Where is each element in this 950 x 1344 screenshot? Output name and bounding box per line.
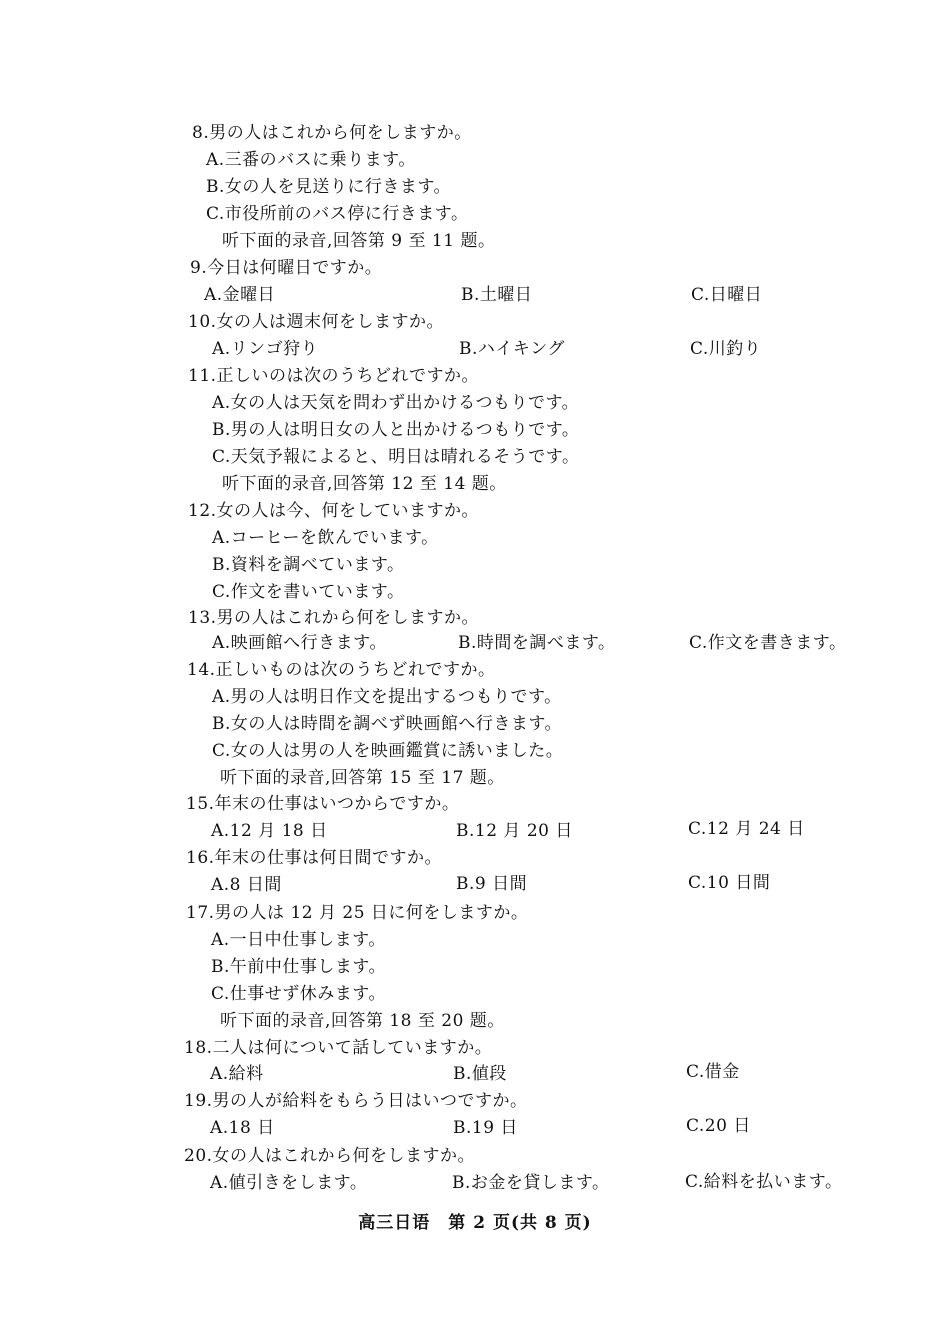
question-20-option-b: B.お金を貸します。 (452, 1173, 610, 1193)
question-14-option-a: A.男の人は明日作文を提出するつもりです。 (212, 687, 562, 707)
question-12-option-b: B.資料を調べています。 (212, 555, 405, 575)
question-14-option-b: B.女の人は時間を調べず映画館へ行きます。 (212, 714, 563, 734)
question-11-option-b: B.男の人は明日女の人と出かけるつもりです。 (212, 420, 580, 440)
question-13-stem: 13.男の人はこれから何をしますか。 (188, 608, 480, 628)
instruction-15-17: 听下面的录音,回答第 15 至 17 题。 (220, 768, 505, 788)
question-13-option-b: B.時間を調べます。 (458, 633, 616, 653)
question-19-stem: 19.男の人が給料をもらう日はいつですか。 (184, 1091, 528, 1111)
question-9-option-a: A.金曜日 (204, 285, 276, 305)
question-8-option-c: C.市役所前のバス停に行きます。 (206, 204, 469, 224)
question-14-stem: 14.正しいものは次のうちどれですか。 (187, 660, 496, 680)
question-20-option-c: C.給料を払います。 (685, 1172, 843, 1192)
page-footer: 高三日语 第 2 页(共 8 页) (358, 1213, 592, 1233)
question-9-stem: 9.今日は何曜日ですか。 (190, 258, 383, 278)
question-10-option-c: C.川釣り (690, 339, 762, 359)
question-9-option-b: B.土曜日 (461, 285, 533, 305)
question-20-stem: 20.女の人はこれから何をしますか。 (184, 1146, 476, 1166)
question-20-option-a: A.値引きをします。 (210, 1173, 368, 1193)
question-16-stem: 16.年末の仕事は何日間ですか。 (186, 848, 443, 868)
question-15-option-c: C.12 月 24 日 (688, 819, 805, 839)
question-13-option-c: C.作文を書きます。 (689, 633, 847, 653)
question-11-option-a: A.女の人は天気を問わず出かけるつもりです。 (212, 393, 580, 413)
question-11-option-c: C.天気予報によると、明日は晴れるそうです。 (212, 447, 580, 467)
question-17-stem: 17.男の人は 12 月 25 日に何をしますか。 (186, 903, 529, 923)
question-14-option-c: C.女の人は男の人を映画鑑賞に誘いました。 (212, 741, 564, 761)
question-12-stem: 12.女の人は今、何をしていますか。 (188, 501, 480, 521)
instruction-18-20: 听下面的录音,回答第 18 至 20 题。 (220, 1011, 505, 1031)
question-10-option-b: B.ハイキング (459, 339, 565, 359)
question-16-option-a: A.8 日間 (211, 875, 282, 895)
question-15-option-b: B.12 月 20 日 (456, 821, 573, 841)
question-15-option-a: A.12 月 18 日 (211, 821, 328, 841)
question-18-option-c: C.借金 (686, 1062, 740, 1082)
question-16-option-b: B.9 日間 (456, 874, 528, 894)
question-8-option-b: B.女の人を見送りに行きます。 (206, 177, 452, 197)
question-10-option-a: A.リンゴ狩り (212, 339, 319, 359)
question-19-option-b: B.19 日 (453, 1118, 518, 1138)
question-15-stem: 15.年末の仕事はいつからですか。 (186, 794, 460, 814)
question-19-option-c: C.20 日 (686, 1116, 751, 1136)
instruction-12-14: 听下面的录音,回答第 12 至 14 题。 (222, 474, 507, 494)
question-19-option-a: A.18 日 (210, 1118, 275, 1138)
question-8-stem: 8.男の人はこれから何をしますか。 (192, 123, 472, 143)
question-10-stem: 10.女の人は週末何をしますか。 (188, 312, 445, 332)
question-17-option-a: A.一日中仕事します。 (211, 930, 386, 950)
question-18-option-b: B.値段 (453, 1064, 507, 1084)
question-16-option-c: C.10 日間 (688, 873, 771, 893)
question-17-option-b: B.午前中仕事します。 (211, 957, 387, 977)
question-11-stem: 11.正しいのは次のうちどれですか。 (188, 366, 480, 386)
question-18-option-a: A.給料 (210, 1064, 264, 1084)
question-9-option-c: C.日曜日 (691, 285, 763, 305)
question-13-option-a: A.映画館へ行きます。 (212, 633, 387, 653)
instruction-9-11: 听下面的录音,回答第 9 至 11 题。 (222, 231, 496, 251)
question-17-option-c: C.仕事せず休みます。 (211, 984, 386, 1004)
question-8-option-a: A.三番のバスに乗ります。 (206, 150, 416, 170)
question-18-stem: 18.二人は何について話していますか。 (184, 1038, 493, 1058)
question-12-option-c: C.作文を書いています。 (212, 582, 405, 602)
question-12-option-a: A.コーヒーを飲んでいます。 (212, 528, 439, 548)
